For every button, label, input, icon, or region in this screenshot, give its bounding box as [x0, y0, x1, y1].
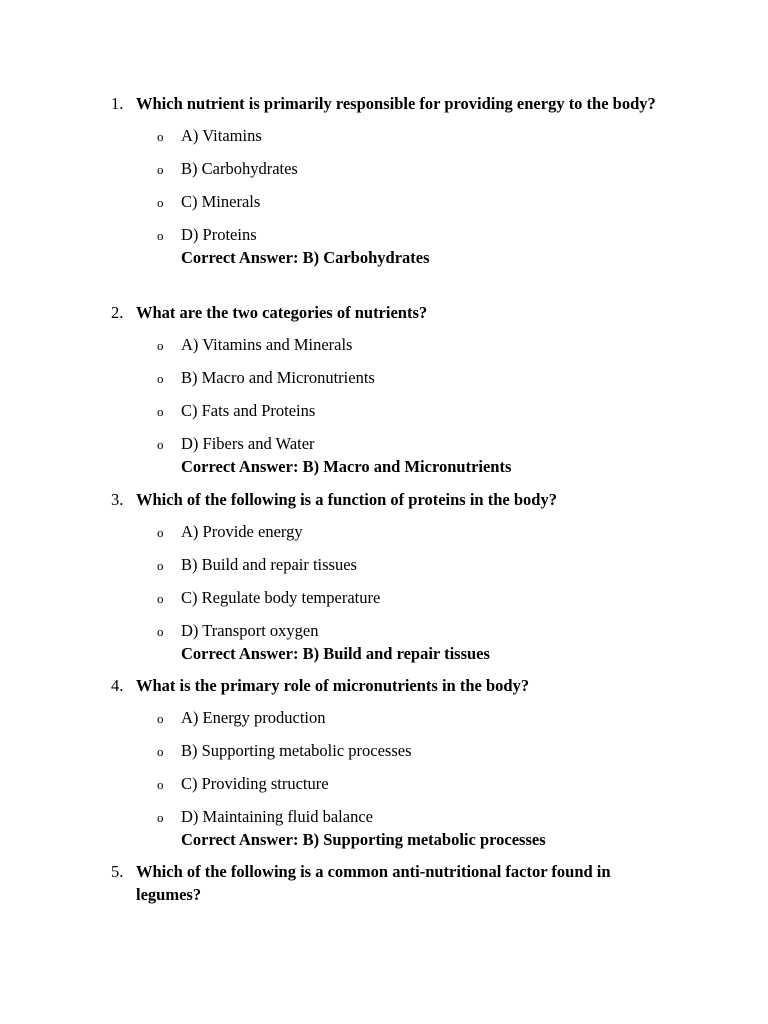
options-list [0, 706, 768, 828]
option-c [0, 399, 768, 422]
bullet-icon: o [157, 810, 164, 825]
option-text: C) Minerals [181, 192, 261, 211]
question-text: What are the two categories of nutrients? [136, 303, 428, 322]
option-a [0, 333, 768, 356]
option-text: B) Carbohydrates [181, 159, 298, 178]
bullet-icon: o [157, 437, 164, 452]
option-text: A) Energy production [181, 708, 326, 727]
question-number: 5. [111, 862, 124, 881]
option-c [0, 190, 768, 213]
option-a [0, 520, 768, 543]
bullet-icon: o [157, 404, 164, 419]
question-header [0, 674, 768, 697]
question-4 [0, 674, 768, 851]
question-header [0, 301, 768, 324]
bullet-icon: o [157, 711, 164, 726]
question-number: 4. [111, 676, 124, 695]
question-1 [0, 92, 768, 269]
option-text: A) Provide energy [181, 522, 303, 541]
option-text: A) Vitamins and Minerals [181, 335, 353, 354]
question-text: Which of the following is a common anti-nutritional factor found in legumes? [136, 862, 611, 904]
option-text: D) Maintaining fluid balance [181, 807, 373, 826]
option-b [0, 553, 768, 576]
question-header [0, 488, 768, 511]
option-d [0, 619, 768, 642]
correct-answer: Correct Answer: B) Carbohydrates [181, 248, 430, 267]
option-d [0, 223, 768, 246]
bullet-icon: o [157, 338, 164, 353]
option-text: A) Vitamins [181, 126, 262, 145]
question-3 [0, 488, 768, 665]
option-text: C) Fats and Proteins [181, 401, 316, 420]
option-text: C) Providing structure [181, 774, 329, 793]
option-d [0, 432, 768, 455]
option-c [0, 772, 768, 795]
correct-answer: Correct Answer: B) Supporting metabolic processes [181, 830, 546, 849]
bullet-icon: o [157, 129, 164, 144]
option-text: B) Macro and Micronutrients [181, 368, 375, 387]
option-text: B) Build and repair tissues [181, 555, 357, 574]
question-text: Which of the following is a function of proteins in the body? [136, 490, 557, 509]
bullet-icon: o [157, 162, 164, 177]
correct-answer: Correct Answer: B) Macro and Micronutrients [181, 457, 512, 476]
question-number: 2. [111, 303, 124, 322]
option-b [0, 366, 768, 389]
option-text: D) Fibers and Water [181, 434, 315, 453]
bullet-icon: o [157, 195, 164, 210]
options-list [0, 333, 768, 455]
bullet-icon: o [157, 777, 164, 792]
options-list [0, 124, 768, 246]
option-text: C) Regulate body temperature [181, 588, 381, 607]
bullet-icon: o [157, 371, 164, 386]
bullet-icon: o [157, 624, 164, 639]
question-text: What is the primary role of micronutrients in the body? [136, 676, 530, 695]
option-d [0, 805, 768, 828]
bullet-icon: o [157, 591, 164, 606]
option-c [0, 586, 768, 609]
option-a [0, 124, 768, 147]
option-text: D) Transport oxygen [181, 621, 319, 640]
option-b [0, 157, 768, 180]
option-b [0, 739, 768, 762]
question-number: 1. [111, 94, 124, 113]
question-header [0, 860, 768, 906]
bullet-icon: o [157, 228, 164, 243]
option-a [0, 706, 768, 729]
bullet-icon: o [157, 744, 164, 759]
bullet-icon: o [157, 558, 164, 573]
bullet-icon: o [157, 525, 164, 540]
options-list [0, 520, 768, 642]
correct-answer: Correct Answer: B) Build and repair tissues [181, 644, 490, 663]
option-text: D) Proteins [181, 225, 257, 244]
question-text: Which nutrient is primarily responsible for providing energy to the body? [136, 94, 656, 113]
question-2 [0, 301, 768, 478]
option-text: B) Supporting metabolic processes [181, 741, 412, 760]
question-5 [0, 860, 768, 906]
question-header [0, 92, 768, 115]
question-number: 3. [111, 490, 124, 509]
